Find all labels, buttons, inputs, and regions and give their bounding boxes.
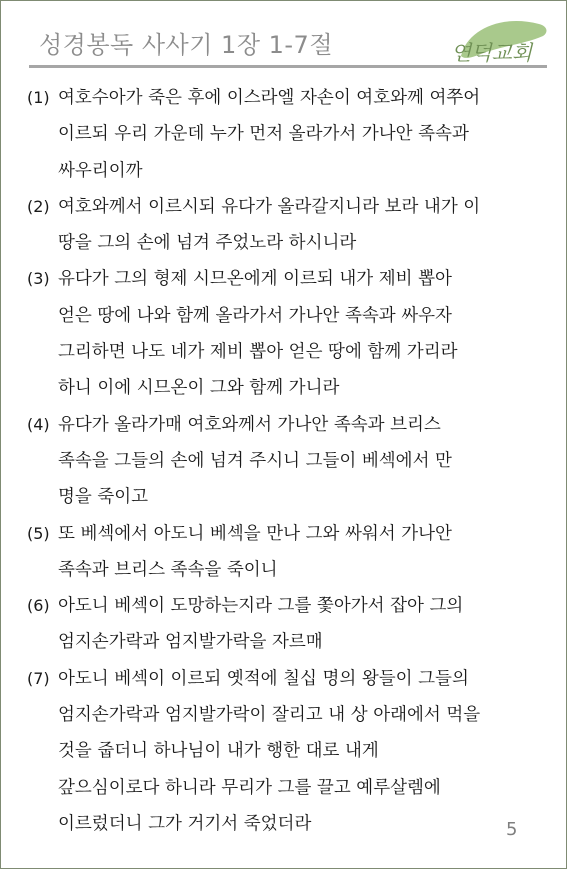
verse-number: (5) <box>27 523 50 543</box>
verse-text: 아도니 베섹이 도망하는지라 그를 쫓아가서 잡아 그의 <box>58 596 464 617</box>
verse-text: 갚으심이로다 하니라 무리가 그를 끌고 예루살렘에 <box>58 777 441 798</box>
church-logo-text: 연덕교회 <box>451 41 533 65</box>
verse-line <box>27 664 557 700</box>
verse-text: 여호수아가 죽은 후에 이스라엘 자손이 여호와께 여쭈어 <box>58 88 481 108</box>
verse-line <box>27 119 557 155</box>
verse-text: 아도니 베섹이 이르되 옛적에 칠십 명의 왕들이 그들의 <box>58 668 469 689</box>
verse-number: (1) <box>27 88 50 107</box>
verse-line <box>27 228 557 264</box>
verse-line <box>27 192 557 228</box>
verse-text: 싸우리이까 <box>58 160 143 181</box>
page-number: 5 <box>506 819 518 840</box>
verse-text: 족속을 그들의 손에 넘겨 주시니 그들이 베섹에서 만 <box>58 450 452 471</box>
scripture-passage <box>27 83 557 845</box>
verse-text: 것을 줍더니 하나님이 내가 행한 대로 내게 <box>58 741 379 762</box>
verse-text: 엄지손가락과 엄지발가락이 잘리고 내 상 아래에서 먹을 <box>58 705 481 726</box>
verse-text: 명을 죽이고 <box>58 487 149 508</box>
verse-line <box>27 809 557 845</box>
page-title: 성경봉독 사사기 1장 1-7절 <box>39 31 334 59</box>
verse-line <box>27 700 557 736</box>
church-logo <box>443 16 553 68</box>
verse-line <box>27 519 557 555</box>
verse-line <box>27 264 557 300</box>
verse-line <box>27 301 557 337</box>
verse-text: 이르렀더니 그가 거기서 죽었더라 <box>58 813 312 834</box>
verse-text: 또 베섹에서 아도니 베섹을 만나 그와 싸워서 가나안 <box>58 523 452 544</box>
verse-number: (2) <box>27 196 50 216</box>
verse-number: (7) <box>27 668 50 688</box>
verse-line <box>27 337 557 373</box>
verse-line <box>27 446 557 482</box>
verse-text: 그리하면 나도 네가 제비 뽑아 얻은 땅에 함께 가리라 <box>58 342 458 363</box>
verse-number: (6) <box>27 596 50 616</box>
verse-line <box>27 482 557 518</box>
verse-line <box>27 83 557 119</box>
verse-line <box>27 373 557 409</box>
verse-text: 이르되 우리 가운데 누가 먼저 올라가서 가나안 족속과 <box>58 124 469 145</box>
verse-text: 땅을 그의 손에 넘겨 주었노라 하시니라 <box>58 233 357 254</box>
verse-text: 엄지손가락과 엄지발가락을 자르매 <box>58 632 323 653</box>
verse-line <box>27 627 557 663</box>
verse-text: 여호와께서 이르시되 유다가 올라갈지니라 보라 내가 이 <box>58 196 481 217</box>
verse-line <box>27 736 557 772</box>
verse-text: 유다가 올라가매 여호와께서 가나안 족속과 브리스 <box>58 414 441 435</box>
verse-text: 유다가 그의 형제 시므온에게 이르되 내가 제비 뽑아 <box>58 269 452 290</box>
verse-number: (3) <box>27 269 50 289</box>
verse-line <box>27 156 557 192</box>
verse-line <box>27 591 557 627</box>
verse-text: 얻은 땅에 나와 함께 올라가서 가나안 족속과 싸우자 <box>58 305 452 326</box>
verse-line <box>27 555 557 591</box>
verse-number: (4) <box>27 414 50 434</box>
verse-line <box>27 410 557 446</box>
verse-text: 족속과 브리스 족속을 죽이니 <box>58 559 278 580</box>
verse-text: 하니 이에 시므온이 그와 함께 가니라 <box>58 378 340 399</box>
title-divider <box>29 65 547 68</box>
verse-line <box>27 773 557 809</box>
church-logo-graphic <box>443 16 553 68</box>
